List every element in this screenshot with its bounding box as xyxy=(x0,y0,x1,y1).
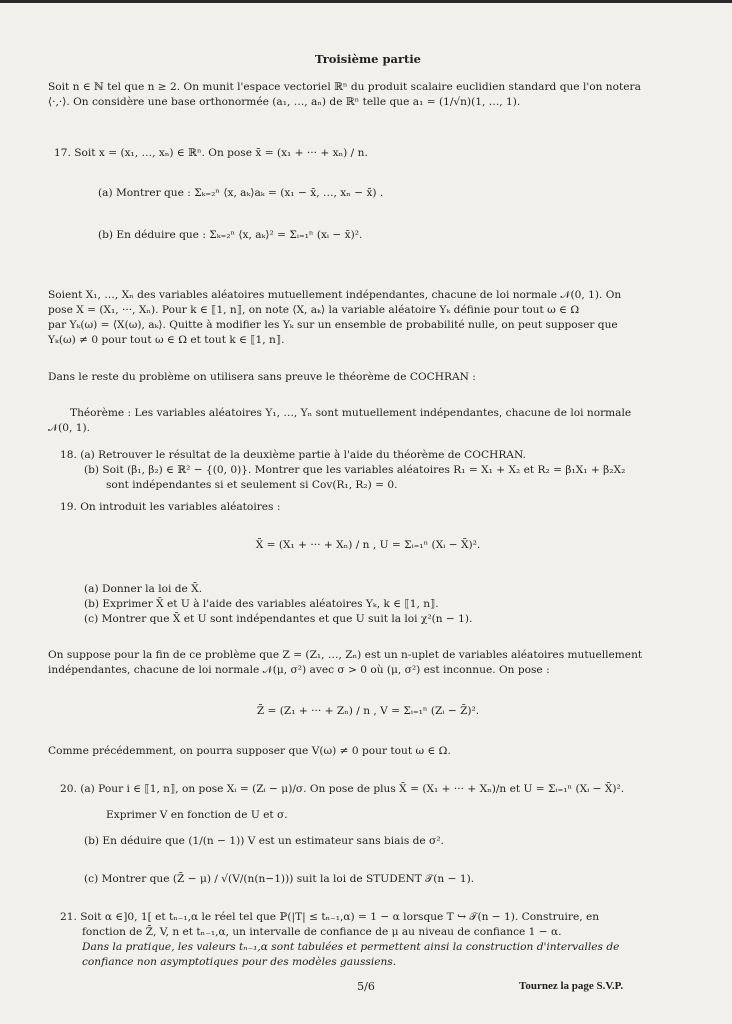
top-border xyxy=(0,0,732,3)
q19-b: (b) Exprimer X̄ et U à l'aide des variables aléatoires Yₖ, k ∈ ⟦1, n⟧. xyxy=(84,598,439,610)
q18-a: 18. (a) Retrouver le résultat de la deuxième partie à l'aide du théorème de COCHRAN. xyxy=(60,449,526,461)
turn-page-note: Tournez la page S.V.P. xyxy=(519,980,624,992)
question-17 xyxy=(48,146,688,161)
q18-b: (b) Soit (β₁, β₂) ∈ ℝ² − {(0, 0)}. Montrer que les variables aléatoires R₁ = X₁ + X₂ et R₂ = β₁X₁ + β₂X₂ xyxy=(84,464,626,476)
cochran-note: Dans le reste du problème on utilisera sans preuve le théorème de COCHRAN : xyxy=(48,371,476,383)
q19-formula: X̄ = (X₁ + ··· + Xₙ) / n , U = Σᵢ₌₁ⁿ (Xᵢ − X̄)². xyxy=(255,539,481,551)
q17-a: (a) Montrer que : Σₖ₌₂ⁿ ⟨x, aₖ⟩aₖ = (x₁ − x̄, …, xₙ − x̄) . xyxy=(98,187,384,199)
question-19-parts xyxy=(48,582,724,627)
formula-z: Z̄ = (Z₁ + ··· + Zₙ) / n , V = Σᵢ₌₁ⁿ (Zᵢ − Z̄)². xyxy=(256,705,480,717)
q19-stem: 19. On introduit les variables aléatoires : xyxy=(60,501,281,513)
page-number: 5/6 xyxy=(357,980,375,993)
q19-c: (c) Montrer que X̄ et U sont indépendantes et que U suit la loi χ²(n − 1). xyxy=(84,613,473,625)
q20-b: (b) En déduire que (1/(n − 1)) V est un estimateur sans biais de σ². xyxy=(84,835,444,847)
q20-a2: Exprimer V en fonction de U et σ. xyxy=(106,809,288,821)
q20-a: 20. (a) Pour i ∈ ⟦1, n⟧, on pose Xᵢ = (Zᵢ − μ)/σ. On pose de plus X̄ = (X₁ + ··· + Xₙ)/n et U = Σᵢ₌₁ⁿ (Xᵢ − X̄)². xyxy=(60,783,625,795)
q20-c: (c) Montrer que (Z̄ − μ) / √(V/(n(n−1))) suit la loi de STUDENT 𝒯(n − 1). xyxy=(84,873,475,885)
q21-note-2: confiance non asymptotiques pour des modèles gaussiens. xyxy=(82,956,397,968)
q19-a: (a) Donner la loi de X̄. xyxy=(84,583,203,595)
variables-paragraph: Soient X₁, …, Xₙ des variables aléatoires mutuellement indépendantes, chacune de loi normale 𝒩(0, 1). On pose X = (X₁, ···, Xₙ). Pour k ∈ ⟦1, n⟧, on note ⟨X, aₖ⟩ la variable aléatoire Yₖ définie pour tout ω ∈ Ω par Yₖ(ω) = ⟨X(ω), aₖ⟩. Quitte à modifier les Yₖ sur un ensemble de probabilité nulle, on peut supposer que Yₖ(ω) ≠ 0 pour tout ω ∈ Ω et tout k ∈ ⟦1, n⟧. xyxy=(48,289,622,346)
comme-paragraph: Comme précédemment, on pourra supposer que V(ω) ≠ 0 pour tout ω ∈ Ω. xyxy=(48,745,451,757)
theorem-block: Théorème : Les variables aléatoires Y₁, …, Yₙ sont mutuellement indépendantes, chacune de loi normale 𝒩(0, 1). xyxy=(48,407,632,434)
question-18: 18. (a) Retrouver le résultat de la deuxième partie à l'aide du théorème de COCHRAN. (b) Soit (β₁, β₂) ∈ ℝ² − {(0, 0)}. Montrer que les variables aléatoires R₁ = X₁ + X₂ et R₂ = β₁X₁ + β₂X₂ sont indépendantes si et seulement si Cov(R₁, R₂) = 0. xyxy=(48,448,688,493)
q21-note-1: Dans la pratique, les valeurs tₙ₋₁,α sont tabulées et permettent ainsi la construction d'intervalles de xyxy=(82,941,620,953)
suppose-paragraph: On suppose pour la fin de ce problème que Z = (Z₁, …, Zₙ) est un n-uplet de variables aléatoires mutuellement indépendantes, chacune de loi normale 𝒩(μ, σ²) avec σ > 0 où (μ, σ²) est inconnue. On pose : xyxy=(48,649,643,676)
q17-stem: 17. Soit x = (x₁, …, xₙ) ∈ ℝⁿ. On pose x̄ = (x₁ + ··· + xₙ) / n. xyxy=(54,147,368,159)
section-title: Troisième partie xyxy=(314,52,421,66)
question-21: 21. Soit α ∈]0, 1[ et tₙ₋₁,α le réel tel que ℙ(|T| ≤ tₙ₋₁,α) = 1 − α lorsque T ↪ 𝒯(n − 1). Construire, en fonction de Z̄, V, n et tₙ₋₁,α, un intervalle de confiance de μ au niveau de confiance 1 − α. Dans la pratique, les valeurs tₙ₋₁,α sont tabulées et permettent ainsi la construction d'intervalles de confiance non asymptotiques pour des modèles gaussiens. xyxy=(48,910,700,970)
q17-b: (b) En déduire que : Σₖ₌₂ⁿ ⟨x, aₖ⟩² = Σᵢ₌₁ⁿ (xᵢ − x̄)². xyxy=(98,229,363,241)
intro-paragraph: Soit n ∈ ℕ tel que n ≥ 2. On munit l'espace vectoriel ℝⁿ du produit scalaire euclidien standard que l'on notera ⟨·,·⟩. On considère une base orthonormée (a₁, …, aₙ) de ℝⁿ telle que a₁ = (1/√n)(1, …, 1). xyxy=(48,81,641,108)
